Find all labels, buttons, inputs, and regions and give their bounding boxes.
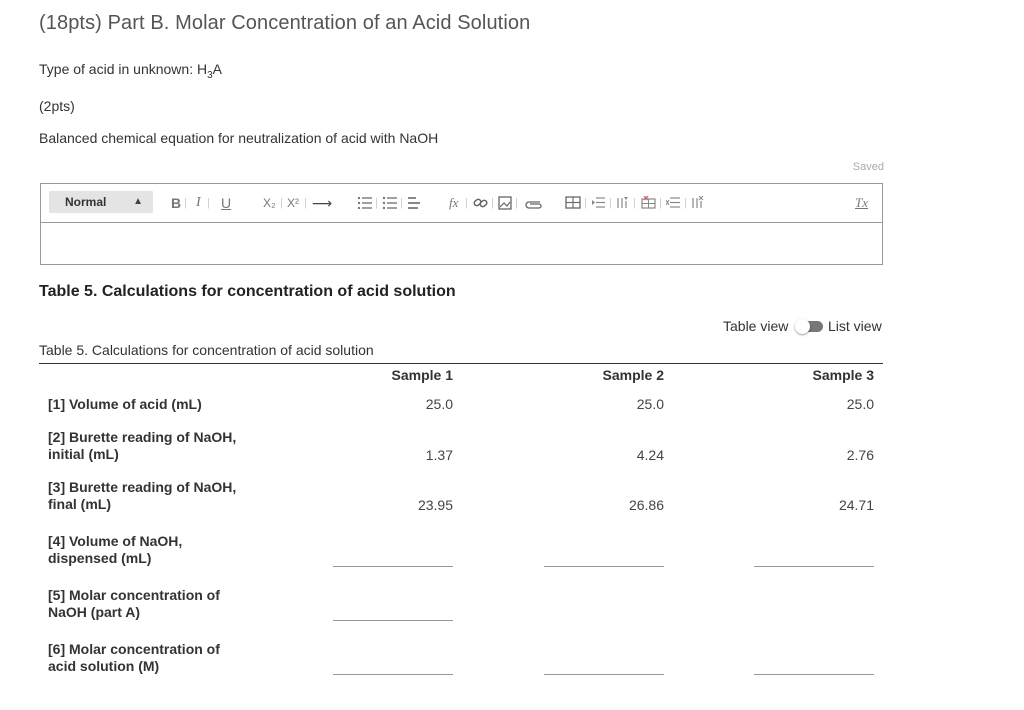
table-icon[interactable] <box>565 196 581 216</box>
answer-input-blank[interactable] <box>544 674 664 675</box>
toolbar-separator: | <box>609 197 612 209</box>
answer-input-blank[interactable] <box>754 566 874 567</box>
view-switch[interactable] <box>795 319 823 333</box>
answer-input-blank[interactable] <box>333 620 453 621</box>
toolbar-separator: | <box>684 197 687 209</box>
toolbar-separator: | <box>659 197 662 209</box>
table-view-label[interactable]: Table view <box>723 318 789 334</box>
delete-table-icon[interactable] <box>641 196 656 216</box>
table-cell: 24.71 <box>838 497 874 513</box>
align-icon[interactable] <box>407 196 421 216</box>
answer-input-blank[interactable] <box>754 674 874 675</box>
editor-toolbar <box>41 184 882 223</box>
bold-button[interactable]: B <box>171 195 182 211</box>
answer-input-blank[interactable] <box>333 674 453 675</box>
row-label-burette-final <box>48 479 248 513</box>
acid-type-suffix: A <box>212 61 223 77</box>
image-icon[interactable] <box>498 196 512 216</box>
underline-button[interactable]: U <box>221 195 232 211</box>
toolbar-separator: | <box>184 197 187 209</box>
acid-type-label: Type of acid in unknown: H <box>39 61 208 77</box>
acid-type-subscript: 3 <box>207 69 213 81</box>
row-label-line: final (mL) <box>48 496 111 512</box>
row-label-line: acid solution (M) <box>48 658 160 674</box>
table-cell: 2.76 <box>846 447 874 463</box>
table-top-rule <box>39 363 883 364</box>
italic-button[interactable]: I <box>196 195 201 210</box>
delete-row-icon[interactable] <box>666 196 681 216</box>
points-label: (2pts) <box>39 98 75 114</box>
insert-row-icon[interactable] <box>591 196 606 216</box>
table-caption: Table 5. Calculations for concentration of acid solution <box>39 342 374 358</box>
row-label-line: initial (mL) <box>48 446 119 462</box>
delete-column-icon[interactable] <box>691 196 705 216</box>
column-header-sample-2: Sample 2 <box>602 367 664 383</box>
list-view-label[interactable]: List view <box>828 318 882 334</box>
toolbar-separator: | <box>304 197 307 209</box>
row-label-line: [6] Molar concentration of <box>48 641 220 657</box>
equation-prompt: Balanced chemical equation for neutralization of acid with NaOH <box>39 130 439 146</box>
toolbar-separator: | <box>280 197 283 209</box>
part-title: (18pts) Part B. Molar Concentration of an Acid Solution <box>39 12 531 34</box>
superscript-button[interactable]: X² <box>287 196 299 210</box>
link-icon[interactable] <box>473 196 488 216</box>
table-cell: 26.86 <box>628 497 664 513</box>
arrow-button[interactable]: ⟶ <box>312 195 333 211</box>
column-header-sample-3: Sample 3 <box>812 367 874 383</box>
table-cell: 25.0 <box>846 396 874 412</box>
subscript-button[interactable]: X₂ <box>263 196 276 210</box>
toolbar-separator: | <box>515 197 518 209</box>
switch-knob <box>795 319 810 334</box>
saved-status: Saved <box>852 161 884 173</box>
row-label-line: NaOH (part A) <box>48 604 141 620</box>
toolbar-separator: | <box>465 197 468 209</box>
table-cell: 25.0 <box>636 396 664 412</box>
equation-editor <box>40 183 883 265</box>
attachment-icon[interactable] <box>523 198 543 218</box>
clear-format-button[interactable]: Tx <box>855 195 868 210</box>
editor-content[interactable] <box>41 223 882 264</box>
answer-input-blank[interactable] <box>544 566 664 567</box>
style-select-value: Normal <box>65 195 107 209</box>
row-label-molar-naoh <box>48 587 248 621</box>
answer-input-blank[interactable] <box>333 566 453 567</box>
toolbar-separator: | <box>400 197 403 209</box>
row-label-volume-acid: [1] Volume of acid (mL) <box>48 396 202 412</box>
toolbar-separator: | <box>633 197 636 209</box>
table-heading: Table 5. Calculations for concentration of acid solution <box>39 283 456 300</box>
row-label-line: [5] Molar concentration of <box>48 587 220 603</box>
formula-button[interactable]: fx <box>449 195 459 210</box>
toolbar-separator: | <box>207 197 210 209</box>
row-label-line: dispensed (mL) <box>48 550 152 566</box>
select-arrows-icon: ▲ <box>133 196 143 207</box>
table-cell: 23.95 <box>417 497 453 513</box>
table-cell: 1.37 <box>425 447 453 463</box>
paragraph-style-select[interactable] <box>49 191 153 213</box>
acid-type-line <box>39 61 222 81</box>
table-cell: 25.0 <box>425 396 453 412</box>
table-cell: 4.24 <box>636 447 664 463</box>
row-label-volume-naoh <box>48 533 248 567</box>
toolbar-separator: | <box>375 197 378 209</box>
toolbar-separator: | <box>491 197 494 209</box>
row-label-line: [2] Burette reading of NaOH, <box>48 429 237 445</box>
row-label-molar-acid <box>48 641 248 675</box>
row-label-burette-initial <box>48 429 248 463</box>
ordered-list-icon[interactable] <box>357 196 373 216</box>
bullet-list-icon[interactable] <box>382 196 398 216</box>
toolbar-separator: | <box>584 197 587 209</box>
row-label-line: [4] Volume of NaOH, <box>48 533 183 549</box>
insert-column-icon[interactable] <box>616 196 630 216</box>
row-label-line: [3] Burette reading of NaOH, <box>48 479 237 495</box>
column-header-sample-1: Sample 1 <box>391 367 453 383</box>
